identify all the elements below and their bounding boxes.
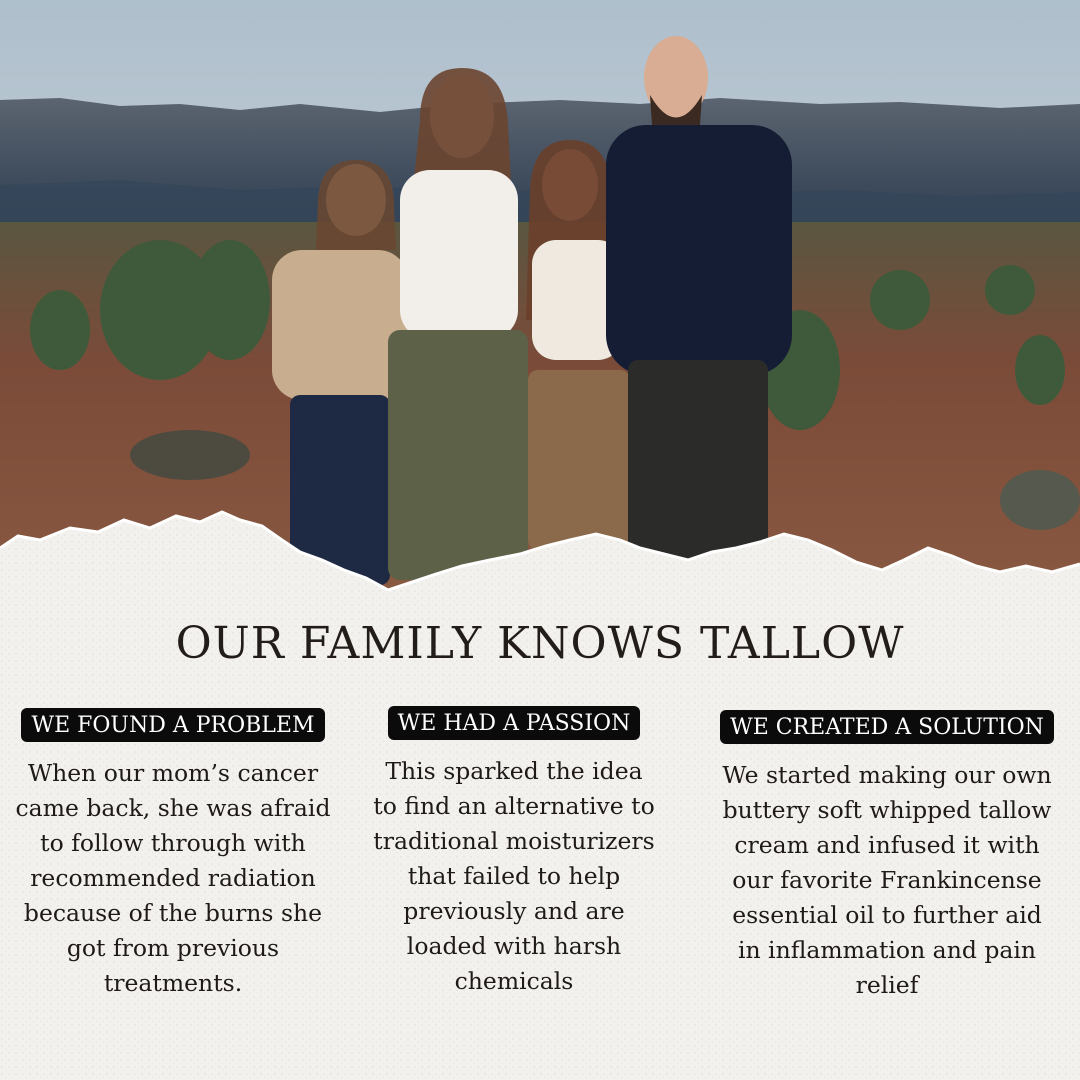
passion-label: WE HAD A PASSION — [388, 706, 641, 740]
column-passion — [372, 706, 656, 999]
column-solution — [700, 710, 1074, 1003]
problem-label: WE FOUND A PROBLEM — [21, 708, 324, 742]
solution-label: WE CREATED A SOLUTION — [720, 710, 1054, 744]
column-problem — [6, 708, 340, 1001]
solution-text: We started making our own buttery soft whipped tallow cream and infused it with our favorite Frankincense essential oil to further aid in inflammation and pain relief — [722, 761, 1052, 999]
problem-text: When our mom’s cancer came back, she was afraid to follow through with recommended radiation because of the burns she got from previous treatments. — [15, 759, 331, 997]
passion-text: This sparked the idea to find an alternative to traditional moisturizers that failed to help previously and are loaded with harsh chemicals — [373, 757, 655, 995]
page-title: OUR FAMILY KNOWS TALLOW — [175, 618, 905, 669]
